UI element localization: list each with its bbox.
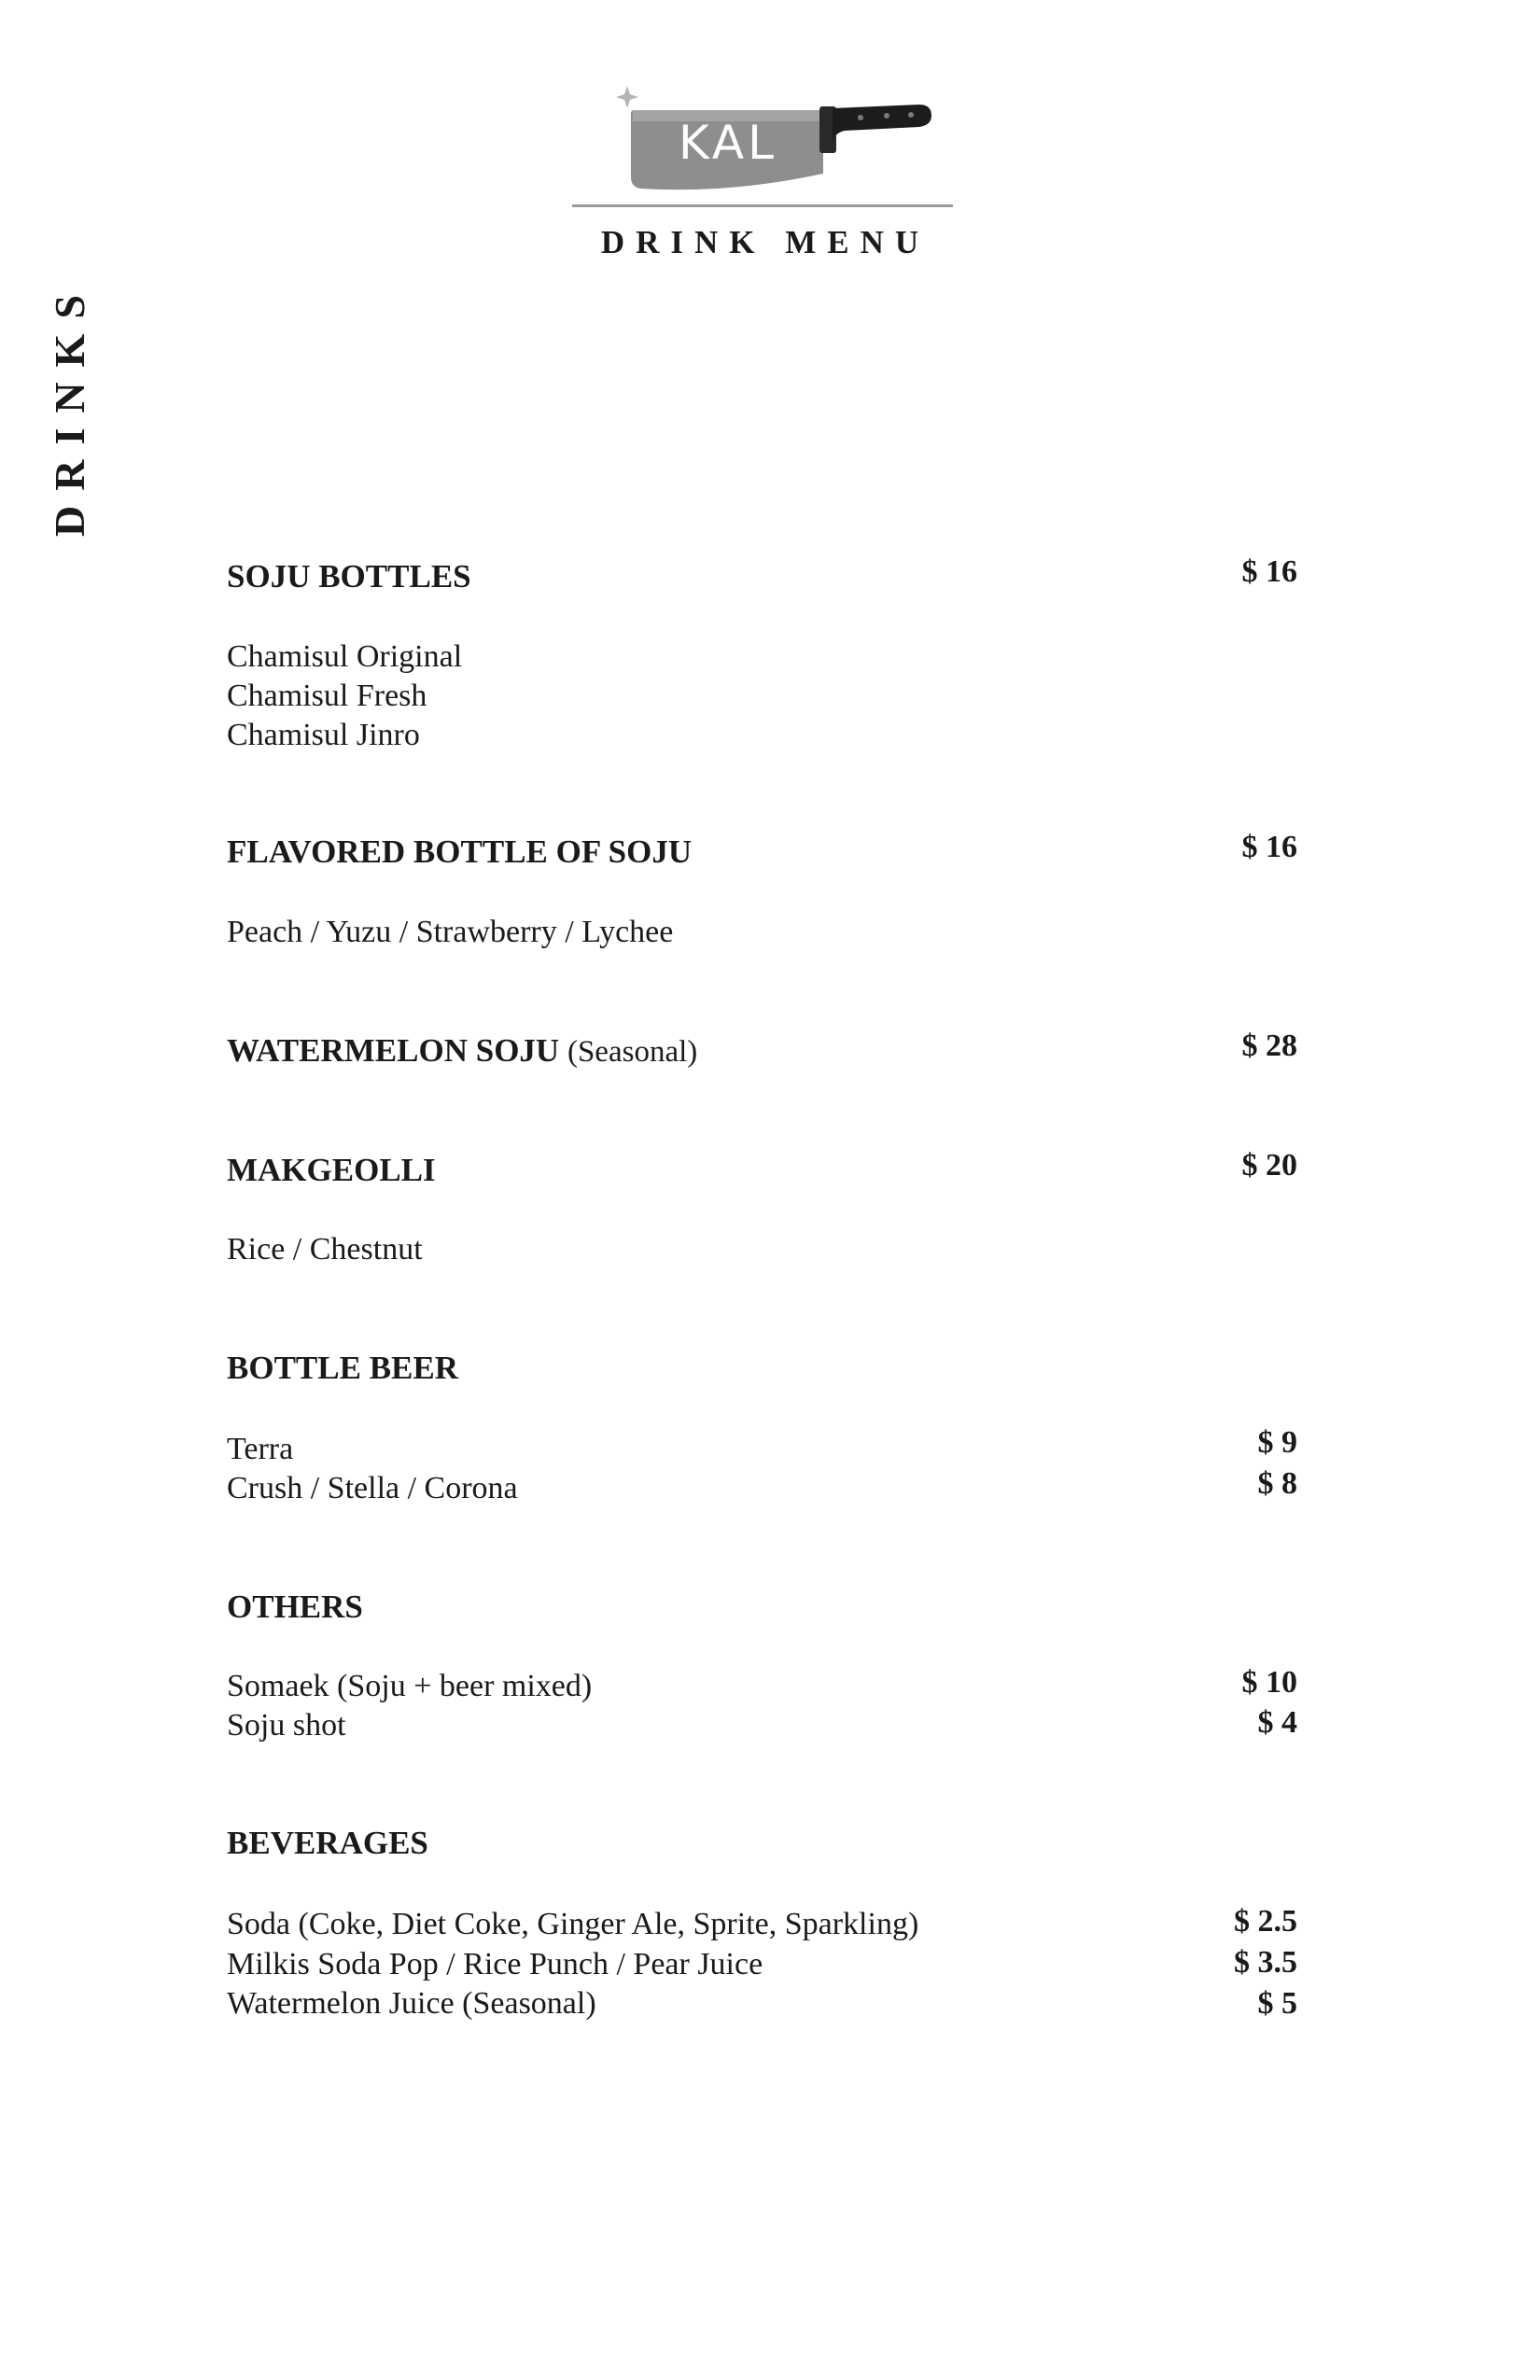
menu-title: DRINK MENU bbox=[600, 224, 931, 260]
header-divider bbox=[572, 204, 953, 207]
section-heading-makgeolli: MAKGEOLLI bbox=[227, 1152, 436, 1188]
menu-header bbox=[0, 0, 1540, 280]
menu-item: Terra bbox=[227, 1432, 294, 1466]
menu-item: Somaek (Soju + beer mixed) bbox=[227, 1669, 593, 1703]
menu-item: Peach / Yuzu / Strawberry / Lychee bbox=[227, 915, 674, 949]
item-price: $ 10 bbox=[1241, 1665, 1297, 1700]
section-heading-soju-bottles: SOJU BOTTLES bbox=[227, 558, 471, 595]
menu-item: Watermelon Juice (Seasonal) bbox=[227, 1986, 596, 2021]
section-heading-others: OTHERS bbox=[227, 1589, 363, 1625]
item-price: $ 8 bbox=[1257, 1466, 1297, 1501]
item-price: $ 9 bbox=[1257, 1425, 1297, 1460]
menu-item: Soju shot bbox=[227, 1708, 346, 1743]
item-price: $ 3.5 bbox=[1234, 1945, 1297, 1980]
menu-item: Rice / Chestnut bbox=[227, 1232, 423, 1267]
item-price: $ 2.5 bbox=[1234, 1904, 1297, 1939]
section-price: $ 28 bbox=[1241, 1029, 1297, 1063]
section-price: $ 20 bbox=[1241, 1148, 1297, 1183]
section-heading-watermelon-soju bbox=[227, 1032, 697, 1070]
menu-item: Crush / Stella / Corona bbox=[227, 1471, 518, 1505]
section-heading-bottle-beer: BOTTLE BEER bbox=[227, 1350, 459, 1386]
menu-item: Chamisul Original bbox=[227, 639, 463, 674]
section-heading-flavored-soju: FLAVORED BOTTLE OF SOJU bbox=[227, 833, 693, 870]
seasonal-note: (Seasonal) bbox=[567, 1035, 698, 1069]
section-heading-beverages: BEVERAGES bbox=[227, 1825, 428, 1861]
menu-item: Chamisul Fresh bbox=[227, 679, 427, 713]
menu-item: Chamisul Jinro bbox=[227, 718, 420, 752]
side-label: DRINKS bbox=[46, 280, 93, 537]
logo-text: KAL bbox=[679, 116, 777, 170]
section-price: $ 16 bbox=[1241, 554, 1297, 589]
item-price: $ 5 bbox=[1257, 1986, 1297, 2021]
item-price: $ 4 bbox=[1257, 1705, 1297, 1740]
menu-item: Milkis Soda Pop / Rice Punch / Pear Juice bbox=[227, 1947, 763, 1981]
menu-item: Soda (Coke, Diet Coke, Ginger Ale, Sprite, Sparkling) bbox=[227, 1907, 919, 1941]
section-title: WATERMELON SOJU bbox=[227, 1032, 560, 1069]
section-price: $ 16 bbox=[1241, 830, 1297, 864]
